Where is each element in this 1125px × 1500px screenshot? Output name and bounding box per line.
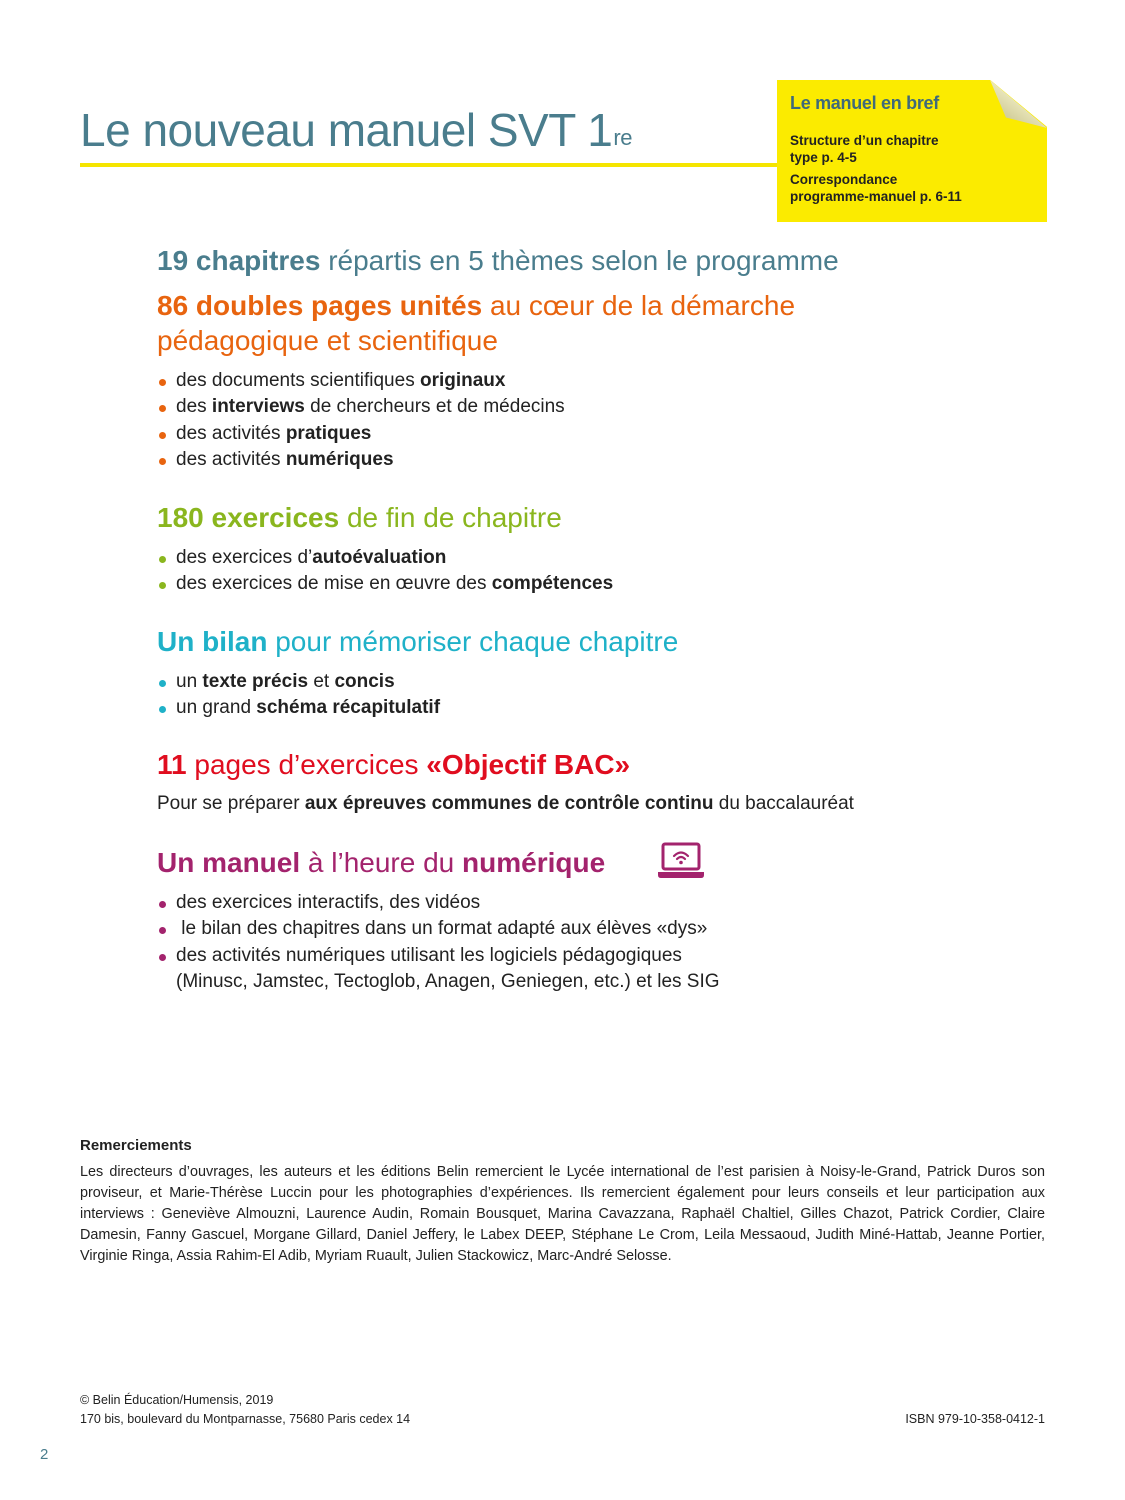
list-item: des exercices interactifs, des vidéos [157, 890, 720, 916]
brief-line: programme-manuel p. 6-11 [790, 189, 962, 204]
list-item: le bilan des chapitres dans un format adapté aux élèves «dys» [157, 916, 720, 942]
digital-list [157, 890, 720, 995]
section-chapters-heading: 19 chapitres répartis en 5 thèmes selon le programme [157, 245, 839, 276]
copyright [80, 1391, 410, 1429]
copyright-line: © Belin Éducation/Humensis, 2019 [80, 1393, 274, 1407]
list-item: des exercices d’autoévaluation [157, 545, 613, 571]
list-item: des interviews de chercheurs et de médecins [157, 394, 565, 420]
bilan-list [157, 669, 440, 722]
brief-line: Correspondance [790, 172, 898, 187]
section-digital-heading: Un manuel à l’heure du numérique [157, 847, 606, 878]
list-item-continued: (Minusc, Jamstec, Tectoglob, Anagen, Geniegen, etc.) et les SIG [176, 970, 720, 992]
title-underline [80, 163, 780, 167]
brief-line: Structure d’un chapitre [790, 133, 939, 148]
list-item: des activités numériques [157, 447, 565, 473]
brief-title: Le manuel en bref [790, 93, 939, 113]
section-bilan-heading: Un bilan pour mémoriser chaque chapitre [157, 626, 679, 657]
list-item: des activités pratiques [157, 421, 565, 447]
bac-description: Pour se préparer aux épreuves communes de contrôle continu du baccalauréat [157, 793, 854, 814]
section-exercises-heading: 180 exercices de fin de chapitre [157, 502, 562, 533]
list-item: un texte précis et concis [157, 669, 440, 695]
laptop-wifi-icon [657, 842, 705, 880]
title-superscript: re [613, 125, 632, 150]
brief-line: type p. 4-5 [790, 150, 857, 165]
isbn: ISBN 979-10-358-0412-1 [905, 1412, 1045, 1426]
section-units-heading: 86 doubles pages unités au cœur de la démarche [157, 290, 796, 321]
list-item: des documents scientifiques originaux [157, 368, 565, 394]
section-bac-heading: 11 pages d’exercices «Objectif BAC» [157, 749, 631, 780]
acknowledgements-title: Remerciements [80, 1137, 192, 1154]
exercises-list [157, 545, 613, 598]
units-list [157, 368, 565, 473]
page-number: 2 [40, 1446, 49, 1463]
address-line: 170 bis, boulevard du Montparnasse, 75680 Paris cedex 14 [80, 1412, 411, 1426]
list-item: des exercices de mise en œuvre des compétences [157, 571, 613, 597]
list-item: un grand schéma récapitulatif [157, 695, 440, 721]
section-units-heading-line2: pédagogique et scientifique [157, 325, 498, 356]
acknowledgements-text: Les directeurs d’ouvrages, les auteurs et les éditions Belin remercient le Lycée international de l’est parisien à Noisy-le-Grand, Patrick Duros son proviseur, et Marie-Thérèse Luccin pour les photographies d’expériences. Ils remercient également pour leurs conseils et leur participation aux interviews : Geneviève Almouzni, Laurence Audin, Romain Bousquet, Marina Cavazzana, Raphaël Chaltiel, Gilles Chazot, Patrick Cordier, Claire Damesin, Fanny Gascuel, Morgane Gillard, Daniel Jeffery, le Labex DEEP, Stéphane Le Crom, Leila Messaoud, Judith Miné-Hattab, Jeanne Portier, Virginie Ringa, Assia Rahim-El Adib, Myriam Ruault, Julien Stackowicz, Marc-André Selosse. [80, 1164, 1045, 1264]
list-item: des activités numériques utilisant les logiciels pédagogiques [157, 943, 720, 969]
page-title: Le nouveau manuel SVT 1re [80, 104, 632, 156]
